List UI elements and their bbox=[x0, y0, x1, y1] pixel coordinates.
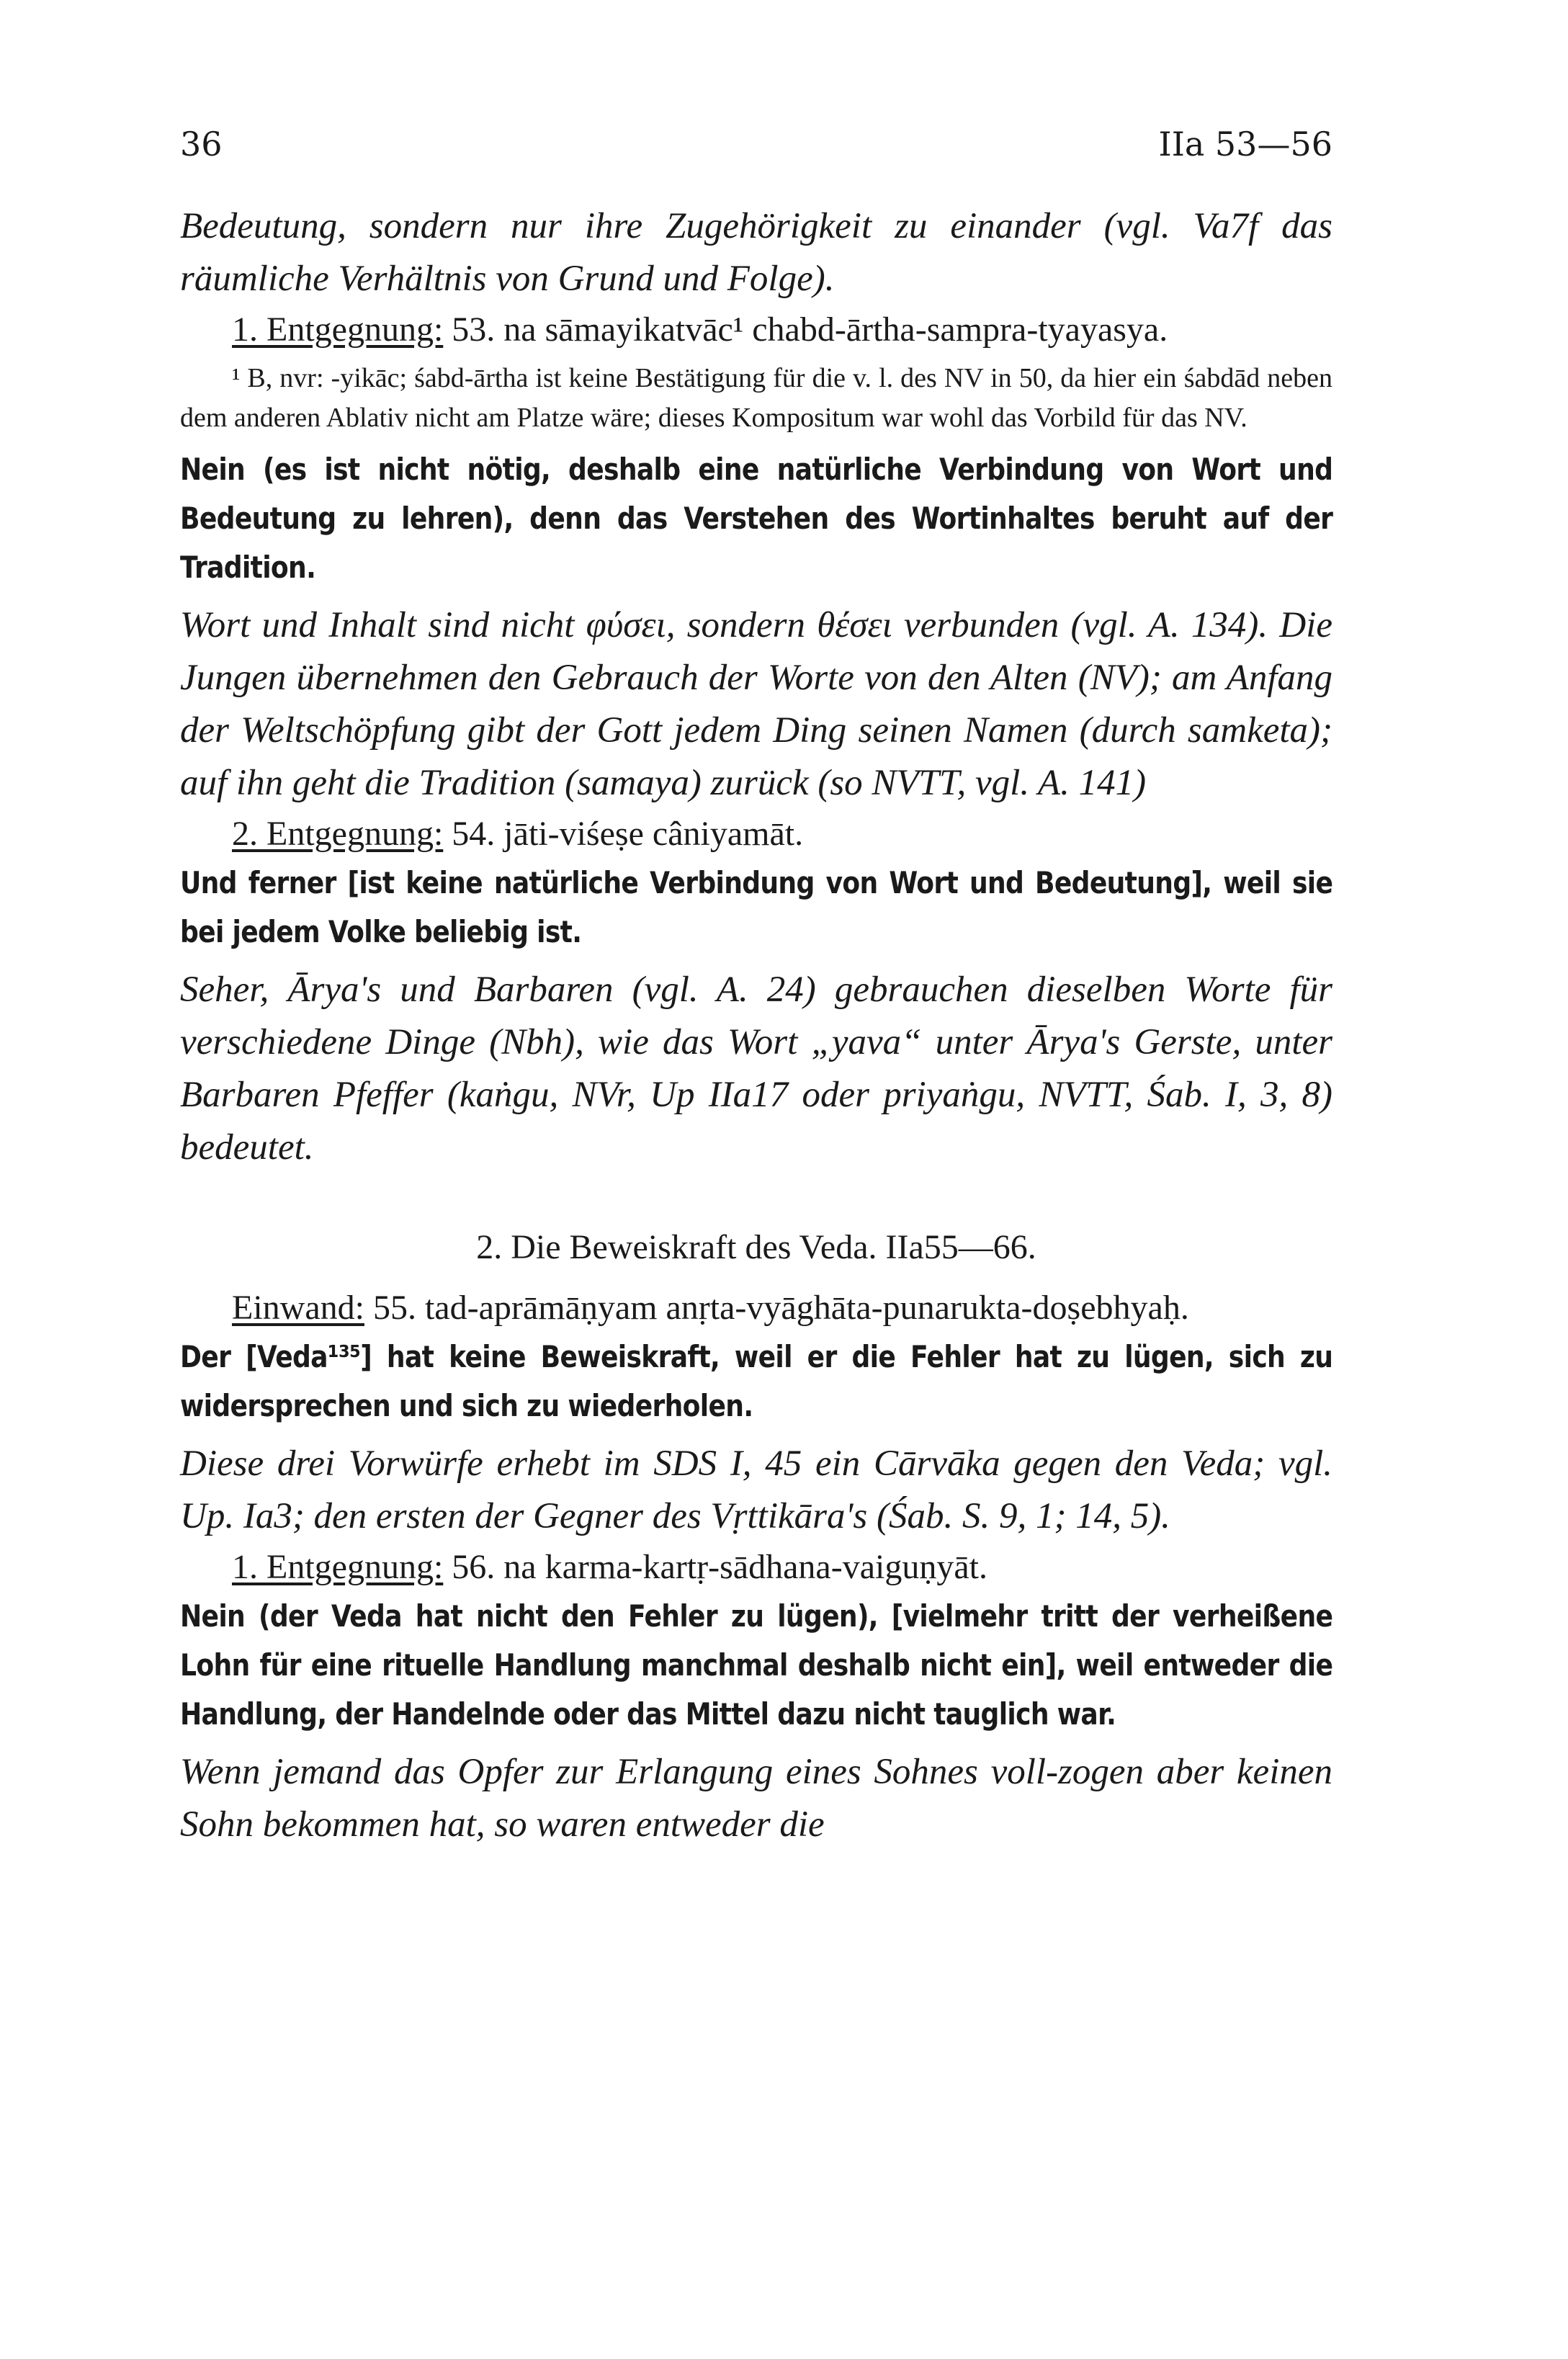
translation-paragraph: Nein (es ist nicht nötig, deshalb eine natürliche Verbindung von Wort und Bedeutung zu lehren), denn das Verstehen des Wortinhaltes beruht auf der Tradition. bbox=[180, 452, 1333, 585]
translation-paragraph: Nein (der Veda hat nicht den Fehler zu lügen), [vielmehr tritt der verheißene Lohn für eine rituelle Handlung manchmal deshalb nicht ein], weil entweder die Handlung, der Handelnde oder das Mittel dazu nicht tauglich war. bbox=[180, 1598, 1333, 1732]
sutra-text: 56. na karma-kartṛ-sādhana-vaiguṇyāt. bbox=[452, 1548, 987, 1586]
sutra-54 bbox=[180, 810, 1332, 859]
translation-paragraph: Der [Veda¹³⁵] hat keine Beweiskraft, weil er die Fehler hat zu lügen, sich zu widersprechen und sich zu wiederholen. bbox=[180, 1339, 1333, 1423]
commentary-paragraph: Diese drei Vorwürfe erhebt im SDS I, 45 ein Cārvāka gegen den Veda; vgl. Up. Ia3; den ersten der Gegner des Vṛttikāra's (Śab. S. 9, 1; 14, 5). bbox=[180, 1443, 1332, 1536]
sutra-text: 55. tad-aprāmāṇyam anṛta-vyāghāta-punarukta-doṣebhyaḥ. bbox=[372, 1289, 1189, 1327]
commentary-paragraph: Wort und Inhalt sind nicht φύσει, sondern θέσει verbunden (vgl. A. 134). Die Jungen übernehmen den Gebrauch der Worte von den Alten (NV); am Anfang der Weltschöpfung gibt der Gott jedem Ding seinen Namen (durch samketa); auf ihn geht die Tradition (samaya) zurück (so NVTT, vgl. A. 141) bbox=[180, 605, 1332, 803]
sutra-label: 2. Entgegnung: bbox=[232, 815, 444, 853]
sutra-label: 1. Entgegnung: bbox=[232, 1548, 444, 1586]
footnote: ¹ B, nvr: -yikāc; śabd-ārtha ist keine Bestätigung für die v. l. des NV in 50, da hier ein śabdād neben dem anderen Ablativ nicht am Platze wäre; dieses Kompositum war wohl das Vorbild für das NV. bbox=[180, 363, 1332, 433]
commentary-paragraph: Wenn jemand das Opfer zur Erlangung eines Sohnes voll-zogen aber keinen Sohn bekommen hat, so waren entweder die bbox=[180, 1752, 1332, 1845]
commentary-paragraph: Bedeutung, sondern nur ihre Zugehörigkeit zu einander (vgl. Va7f das räumliche Verhältnis von Grund und Folge). bbox=[180, 206, 1332, 299]
sutra-55 bbox=[180, 1284, 1332, 1333]
section-heading: 2. Die Beweiskraft des Veda. IIa55—66. bbox=[476, 1228, 1036, 1266]
sutra-label: Einwand: bbox=[232, 1289, 364, 1327]
sutra-label: 1. Entgegnung: bbox=[232, 310, 444, 349]
section-reference: IIa 53—56 bbox=[1158, 125, 1332, 164]
commentary-paragraph: Seher, Ārya's und Barbaren (vgl. A. 24) gebrauchen dieselben Worte für verschiedene Dinge (Nbh), wie das Wort „yava“ unter Ārya's Gerste, unter Barbaren Pfeffer (kaṅgu, NVr, Up IIa17 oder priyaṅgu, NVTT, Śab. I, 3, 8) bedeutet. bbox=[180, 970, 1332, 1168]
translation-paragraph: Und ferner [ist keine natürliche Verbindung von Wort und Bedeutung], weil sie bei jedem Volke beliebig ist. bbox=[180, 865, 1333, 949]
sutra-text: 54. jāti-viśeṣe câniyamāt. bbox=[452, 815, 804, 853]
book-page bbox=[180, 122, 1332, 1851]
sutra-53 bbox=[180, 305, 1332, 354]
sutra-text: 53. na sāmayikatvāc¹ chabd-ārtha-sampra-tyayasya. bbox=[452, 310, 1168, 349]
page-header bbox=[180, 122, 1332, 166]
page-number: 36 bbox=[180, 125, 223, 164]
sutra-56 bbox=[180, 1543, 1332, 1592]
